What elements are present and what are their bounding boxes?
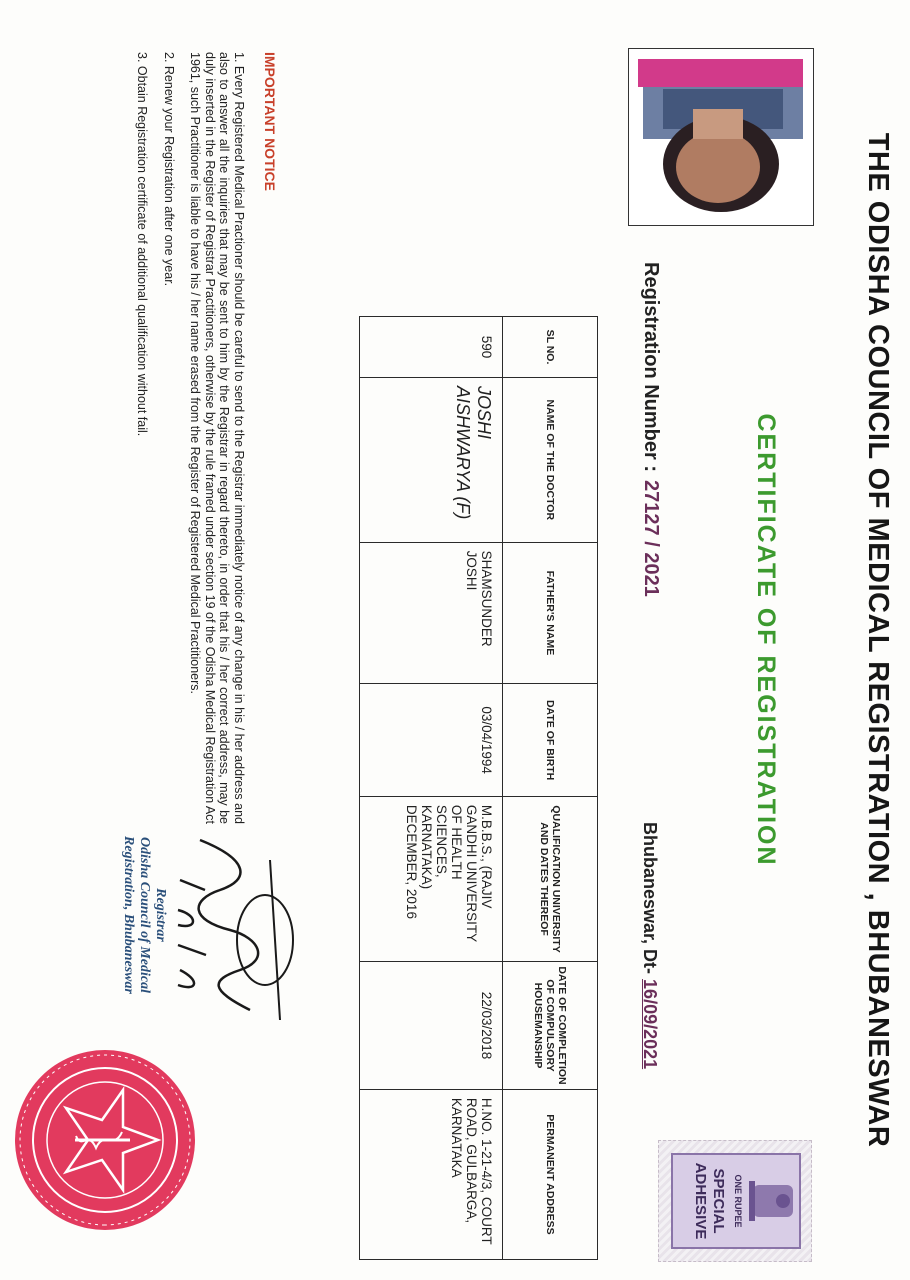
cell-sl-no: 590 <box>360 317 503 378</box>
header-name: NAME OF THE DOCTOR <box>503 377 598 542</box>
stamp-special: SPECIAL <box>710 1168 727 1234</box>
photo-image <box>630 49 813 224</box>
certificate-title: CERTIFICATE OF REGISTRATION <box>752 413 780 867</box>
issue-date: 16/09/2021 <box>640 979 660 1070</box>
date-line <box>639 822 660 1069</box>
table-row <box>360 317 503 1260</box>
revenue-stamp <box>658 1140 812 1262</box>
notice-item: 1. Every Registered Medical Practioner should be careful to send to the Registrar immediately notice of any change in his / her address and also to answer all the inquiries that may be sent to him by the Registrar in regard thereto, in order that his / her correct address, may be duly inserted in the Register of Registrar Practitioners, otherwise by the rule framed under section 19 of the Odisha Medical Registration Act 1961, such Practitioner is liable to have his / her name erased from the Register of Registered Medical Practitioners. <box>188 52 246 824</box>
header-dob: DATE OF BIRTH <box>503 684 598 797</box>
notice-item: 2. Renew your Registration after one year. <box>162 52 176 287</box>
header-father: FATHER'S NAME <box>503 542 598 684</box>
cell-qualification: M.B.B.S., (RAJIV GANDHI UNIVERSITY OF HEALTH SCIENCES, KARNATAKA) DECEMBER, 2016 <box>360 796 503 961</box>
cell-address: H.NO. 1-21-4/3, COURT ROAD, GULBARGA, KARNATAKA <box>360 1089 503 1259</box>
stamp-adhesive: ADHESIVE <box>692 1162 709 1240</box>
registrar-place: Registration, Bhubaneswar <box>121 836 136 994</box>
header-sl-no: SL NO. <box>503 317 598 378</box>
header-housemanship: DATE OF COMPLETION OF COMPULSORY HOUSEMANSHIP <box>503 962 598 1090</box>
council-title: THE ODISHA COUNCIL OF MEDICAL REGISTRATION , BHUBANESWAR <box>862 132 894 1148</box>
table-header-row <box>503 317 598 1260</box>
cell-name: JOSHI AISHWARYA (F) <box>360 377 503 542</box>
stamp-body <box>671 1153 801 1249</box>
registrar-block <box>120 800 168 1030</box>
doctor-photo <box>628 48 814 226</box>
registrar-signature <box>160 820 310 1040</box>
registration-label: Registration Number : <box>640 262 662 473</box>
registration-number: 27127 / 2021 <box>640 480 662 597</box>
place-label: Bhubaneswar, Dt- <box>640 822 660 975</box>
emblem-icon <box>743 1155 799 1247</box>
cell-dob: 03/04/1994 <box>360 684 503 797</box>
cell-housemanship: 22/03/2018 <box>360 962 503 1090</box>
registration-line <box>639 262 662 597</box>
header-address: PERMANENT ADDRESS <box>503 1089 598 1259</box>
notice-title: IMPORTANT NOTICE <box>262 52 278 191</box>
stamp-value: ONE RUPEE <box>733 1174 743 1228</box>
notice-item: 3. Obtain Registration certificate of additional qualification without fail. <box>135 52 150 437</box>
header-qualification: QUALIFICATION UNIVERSITY AND DATES THEREOF <box>503 796 598 961</box>
registrar-council: Odisha Council of Medical <box>137 837 152 993</box>
registration-table <box>359 316 598 1260</box>
registrar-title: Registrar <box>153 888 168 942</box>
cell-father: SHAMSUNDER JOSHI <box>360 542 503 684</box>
notice-body <box>123 52 246 824</box>
official-seal <box>10 1040 200 1240</box>
